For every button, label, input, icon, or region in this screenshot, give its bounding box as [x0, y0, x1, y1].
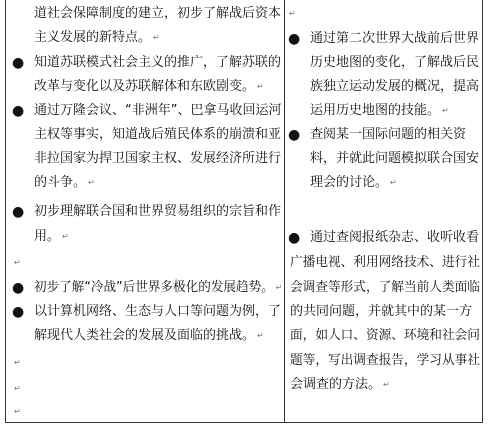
- left-item-1-line-1: 改革与变化以及苏联解体和东欧剧变。 ↵: [34, 79, 264, 94]
- right-item-1-line-1: 料，并就此问题模拟联合国安: [310, 151, 480, 166]
- bullet-icon: ●: [288, 31, 301, 47]
- right-item-2-line-0: 通过查阅报纸杂志、收听收看: [310, 230, 480, 245]
- left-item-0-line-1: 主义发展的新特点。 ↵: [34, 30, 160, 45]
- left-item-3-line-1: 用。 ↵: [34, 229, 69, 244]
- right-item-1-line-2: 理会的讨论。 ↵: [310, 175, 397, 190]
- left-item-0-line-0: 道社会保障制度的建立，初步了解战后资本: [34, 6, 282, 21]
- empty-paragraph-mark: ↵: [14, 358, 21, 367]
- left-item-1-line-0: 知道苏联模式社会主义的推广，了解苏联的: [34, 55, 282, 70]
- column-divider: [284, 0, 285, 423]
- empty-paragraph-mark: ↵: [14, 384, 21, 393]
- right-item-2-line-5: 题等，写出调查报告，学习从事社: [290, 353, 480, 368]
- left-item-3-line-0: 初步理解联合国和世界贸易组织的宗旨和作: [34, 204, 282, 219]
- left-item-2-line-2: 非拉国家为捍卫国家主权、发展经济所进行: [34, 151, 282, 166]
- right-item-0-line-1: 历史地图的变化，了解战后民: [310, 55, 480, 70]
- left-item-4-line-0: 初步了解“冷战”后世界多极化的发展趋势。 ↵: [34, 280, 283, 295]
- bullet-icon: ●: [12, 304, 25, 320]
- empty-paragraph-mark: ↵: [14, 407, 21, 416]
- bullet-icon: ●: [12, 204, 25, 220]
- bullet-icon: ●: [12, 103, 25, 119]
- right-item-2-line-3: 的共同问题，并就其中的某一方: [290, 304, 473, 319]
- bullet-icon: ●: [12, 55, 25, 71]
- left-item-2-line-0: 通过万隆会议、“非洲年”、巴拿马收回运河: [34, 103, 282, 118]
- left-item-5-line-0: 以计算机网络、生态与人口等问题为例，了: [34, 304, 282, 319]
- right-item-2-line-6: 会调查的方法。 ↵: [290, 377, 390, 392]
- empty-paragraph-mark: ↵: [14, 258, 21, 267]
- right-item-2-line-4: 面，如人口、资源、环境和社会问: [290, 328, 480, 343]
- empty-paragraph-mark: ↵: [289, 9, 296, 18]
- right-item-0-line-0: 通过第二次世界大战前后世界: [310, 31, 480, 46]
- left-item-2-line-3: 的斗争。 ↵: [34, 175, 95, 190]
- right-item-0-line-3: 运用历史地图的技能。 ↵: [310, 103, 449, 118]
- bullet-icon: ●: [288, 230, 301, 246]
- bullet-icon: ●: [288, 127, 301, 143]
- right-item-2-line-1: 广播电视、利用网络技术、进行社: [290, 255, 480, 270]
- left-item-2-line-1: 主权等事实，知道战后殖民体系的崩溃和亚: [34, 127, 282, 142]
- right-item-0-line-2: 族独立运动发展的概况，提高: [310, 79, 480, 94]
- right-item-2-line-2: 会调查等形式，了解当前人类面临: [290, 280, 480, 295]
- right-item-1-line-0: 查阅某一国际问题的相关资: [310, 127, 467, 142]
- left-item-5-line-1: 解现代人类社会的发展及面临的挑战。 ↵: [34, 328, 264, 343]
- bullet-icon: ●: [12, 280, 25, 296]
